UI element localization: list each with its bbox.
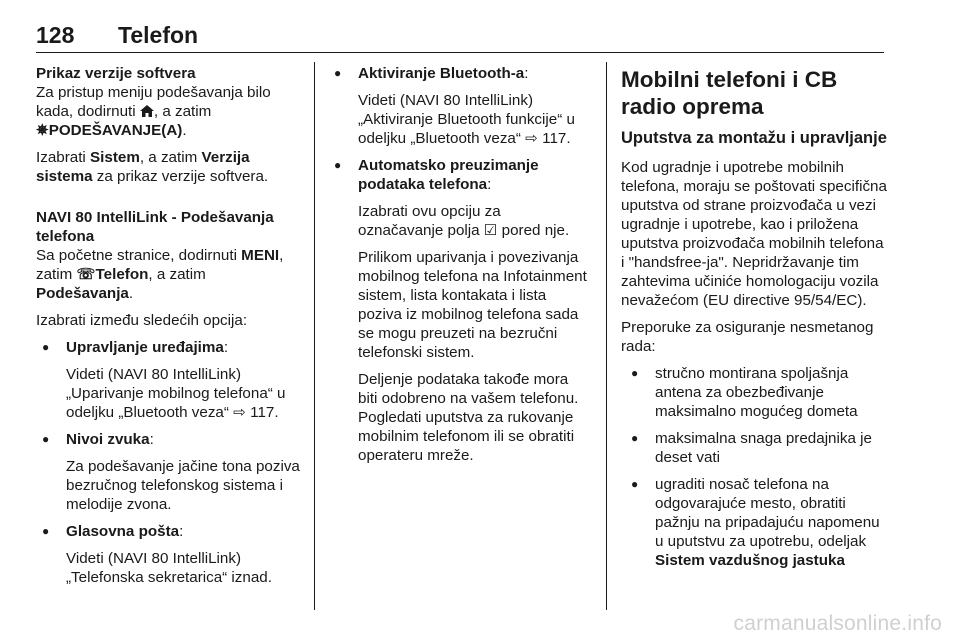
page-header xyxy=(36,22,884,52)
section-heading-phone-settings: NAVI 80 IntelliLink - Podešavanja telefona xyxy=(36,209,274,245)
list-item-device-management: ● Upravljanje uređajima: xyxy=(36,338,304,357)
paragraph-options-intro: Izabrati između sledećih opcija: xyxy=(36,312,248,329)
page-number: 128 xyxy=(36,22,75,48)
paragraph-home-menu: Sa početne stranice, dodirnuti MENI, zatim ☏Telefon, a zatim Podešavanja. xyxy=(36,247,284,302)
column-2 xyxy=(328,64,590,473)
column-1 xyxy=(36,64,304,595)
list-item-voicemail: ● Glasovna pošta: xyxy=(36,522,304,541)
list-item-text: Izabrati ovu opciju za označavanje polja ☑ pored nje. xyxy=(358,203,570,239)
chapter-title: Telefon xyxy=(118,22,199,48)
watermark: carmanualsonline.info xyxy=(733,612,942,635)
paragraph-recommendations: Preporuke za osiguranje nesmetanog rada: xyxy=(621,319,874,355)
column-divider-2 xyxy=(606,62,607,610)
section-heading-software-version: Prikaz verzije softvera xyxy=(36,65,196,82)
list-item: ● maksimalna snaga predajnika je deset vati xyxy=(621,429,887,467)
subsection-title-installation: Uputstva za montažu i upravljanje xyxy=(621,129,887,147)
page-ref-arrow-icon: ⇨ xyxy=(525,130,538,147)
list-item-auto-download: ● Automatsko preuzimanje podataka telefona: xyxy=(328,156,590,194)
column-divider-1 xyxy=(314,62,315,610)
list-item: ● stručno montirana spoljašnja antena za obezbeđivanje maksimalno mogućeg dometa xyxy=(621,364,887,421)
paragraph-select-system: Izabrati Sistem, a zatim Verzija sistema za prikaz verzije softvera. xyxy=(36,149,269,185)
list-item-text: Videti (NAVI 80 IntelliLink) „Telefonska sekretarica“ iznad. xyxy=(66,550,272,586)
list-item-text: Za podešavanje jačine tona poziva bezručnog telefonskog sistema i melodije zvona. xyxy=(66,458,300,513)
header-divider xyxy=(36,52,884,53)
list-item-text: Deljenje podataka takođe mora biti odobreno na vašem telefonu. Pogledati uputstva za rukovanje mobilnim telefonom ili se obratiti operateru mreže. xyxy=(358,371,579,464)
list-item-text: Videti (NAVI 80 IntelliLink) „Uparivanje mobilnog telefona“ u odeljku „Bluetooth veza“ ⇨ 117. xyxy=(66,366,286,421)
gear-icon: ✵ xyxy=(36,122,49,139)
paragraph-settings-access: Za pristup meniju podešavanja bilo kada, dodirnuti , a zatim ✵PODEŠAVANJE(A). xyxy=(36,84,271,139)
home-icon xyxy=(140,105,154,117)
phone-icon: ☏ xyxy=(76,266,96,283)
paragraph-installation: Kod ugradnje i upotrebe mobilnih telefona, moraju se poštovati specifična uputstva od strane proizvođača u vezi ugradnje i upotrebe, kao i priložena uputstva proizvođača mobilnih telefona i "handsfree-ja". Nepridržavanje tim zahtevima učiniće homologaciju vozila nevažećom (EU directive 95/54/EC). xyxy=(621,159,887,309)
list-item-text: Videti (NAVI 80 IntelliLink) „Aktiviranje Bluetooth funkcije“ u odeljku „Bluetooth veza“ ⇨ 117. xyxy=(358,92,575,147)
list-item-sound-levels: ● Nivoi zvuka: xyxy=(36,430,304,449)
list-item-bluetooth-activation: ● Aktiviranje Bluetooth-a: xyxy=(328,64,590,83)
page-ref-arrow-icon: ⇨ xyxy=(233,404,246,421)
column-3 xyxy=(621,64,887,578)
list-item: ● ugraditi nosač telefona na odgovarajuće mesto, obratiti pažnju na pripadajuću napomenu u uputstvu za upotrebu, odeljak Sistem vazdušnog jastuka xyxy=(621,475,887,570)
section-title-mobile-cb: Mobilni telefoni i CB radio oprema xyxy=(621,67,838,119)
list-item-text: Prilikom uparivanja i povezivanja mobilnog telefona na Infotainment sistem, lista kontakata i lista poziva iz mobilnog telefona sada se mogu preuzeti na bezručni telefonski sistem. xyxy=(358,249,587,361)
